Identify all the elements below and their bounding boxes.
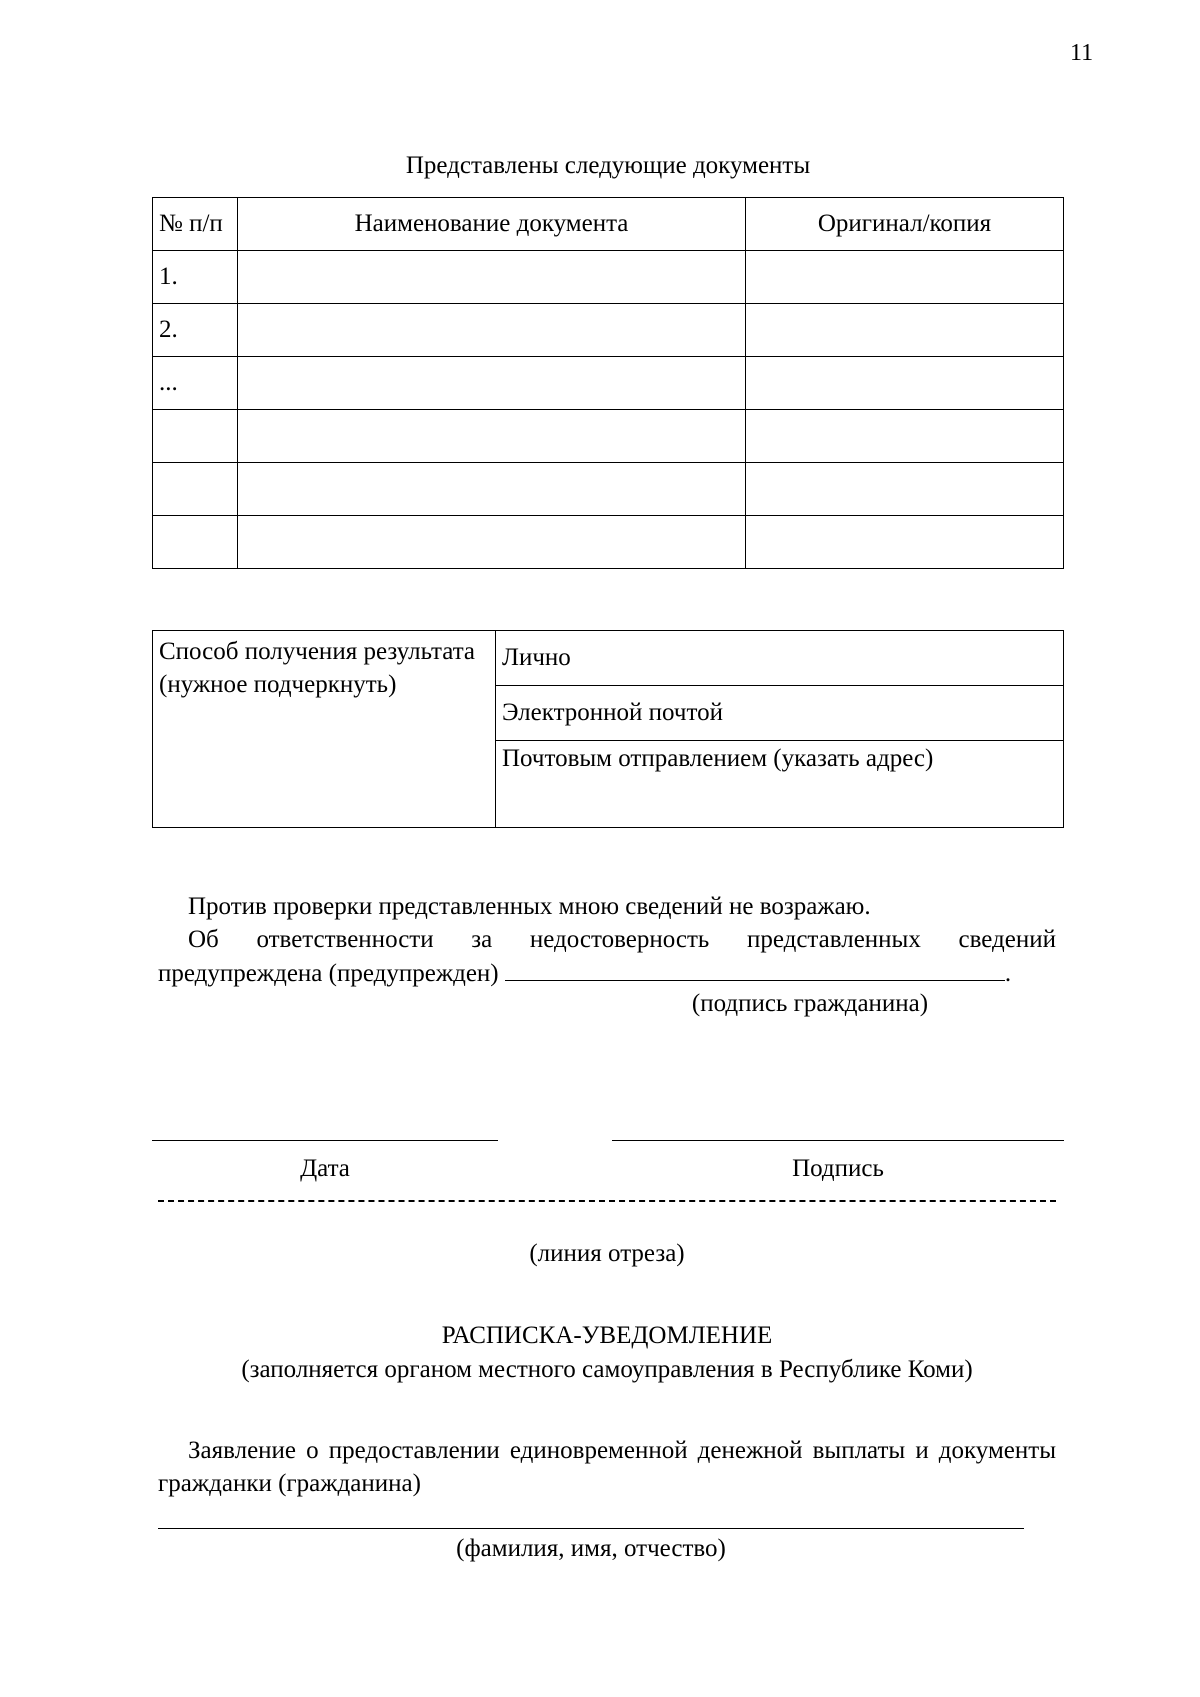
citizen-signature-line [505,956,1005,981]
full-name-caption: (фамилия, имя, отчество) [456,1535,726,1562]
table-cell-original-copy [746,304,1064,357]
table-cell-original-copy [746,357,1064,410]
table-cell-document-name [238,516,746,569]
column-header-original-copy: Оригинал/копия [746,198,1064,251]
consent-line-2-text: Об ответственности за недостоверность представленных сведений предупреждена (предупрежден) [158,926,1056,987]
table-cell-original-copy [746,410,1064,463]
receipt-text: Заявление о предоставлении единовременной денежной выплаты и документы гражданки (гражданина) [158,1437,1056,1497]
table-row [153,410,1064,463]
table-cell-document-name [238,304,746,357]
table-row [153,304,1064,357]
table-cell-number: 1. [153,251,238,304]
page-number: 11 [1070,40,1094,66]
consent-line-2 [158,923,1056,990]
table-cell-number [153,516,238,569]
date-label: Дата [300,1155,350,1182]
cut-line [158,1200,1056,1202]
table-cell-document-name [238,357,746,410]
table-row [153,516,1064,569]
table-row [153,357,1064,410]
signature-line [612,1140,1064,1141]
cut-line-caption: (линия отреза) [529,1240,685,1267]
result-method-table [152,630,1064,828]
signature-label: Подпись [792,1155,884,1182]
column-header-document-name: Наименование документа [238,198,746,251]
table-cell-document-name [238,463,746,516]
consent-line-1: Против проверки представленных мною сведений не возражаю. [188,893,871,920]
column-header-number: № п/п [153,198,238,251]
table-cell-document-name [238,251,746,304]
full-name-line [158,1528,1024,1529]
consent-line-2-end: . [1004,960,1012,987]
result-method-option-in-person: Лично [496,631,1064,686]
receipt-title: РАСПИСКА-УВЕДОМЛЕНИЕ [441,1322,773,1349]
documents-section-title: Представлены следующие документы [405,152,811,179]
table-row [153,463,1064,516]
table-row [153,251,1064,304]
result-method-label: Способ получения результата (нужное подчеркнуть) [153,631,496,828]
receipt-subtitle: (заполняется органом местного самоуправления в Республике Коми) [241,1356,973,1383]
citizen-signature-caption: (подпись гражданина) [691,990,929,1017]
table-cell-original-copy [746,251,1064,304]
result-method-option-post: Почтовым отправлением (указать адрес) [496,741,1064,828]
table-cell-number: 2. [153,304,238,357]
table-cell-number: ... [153,357,238,410]
documents-table [152,197,1064,569]
table-cell-original-copy [746,516,1064,569]
result-method-option-email: Электронной почтой [496,686,1064,741]
table-header-row [153,198,1064,251]
date-line [152,1140,498,1141]
table-cell-document-name [238,410,746,463]
table-cell-original-copy [746,463,1064,516]
table-cell-number [153,463,238,516]
table-cell-number [153,410,238,463]
